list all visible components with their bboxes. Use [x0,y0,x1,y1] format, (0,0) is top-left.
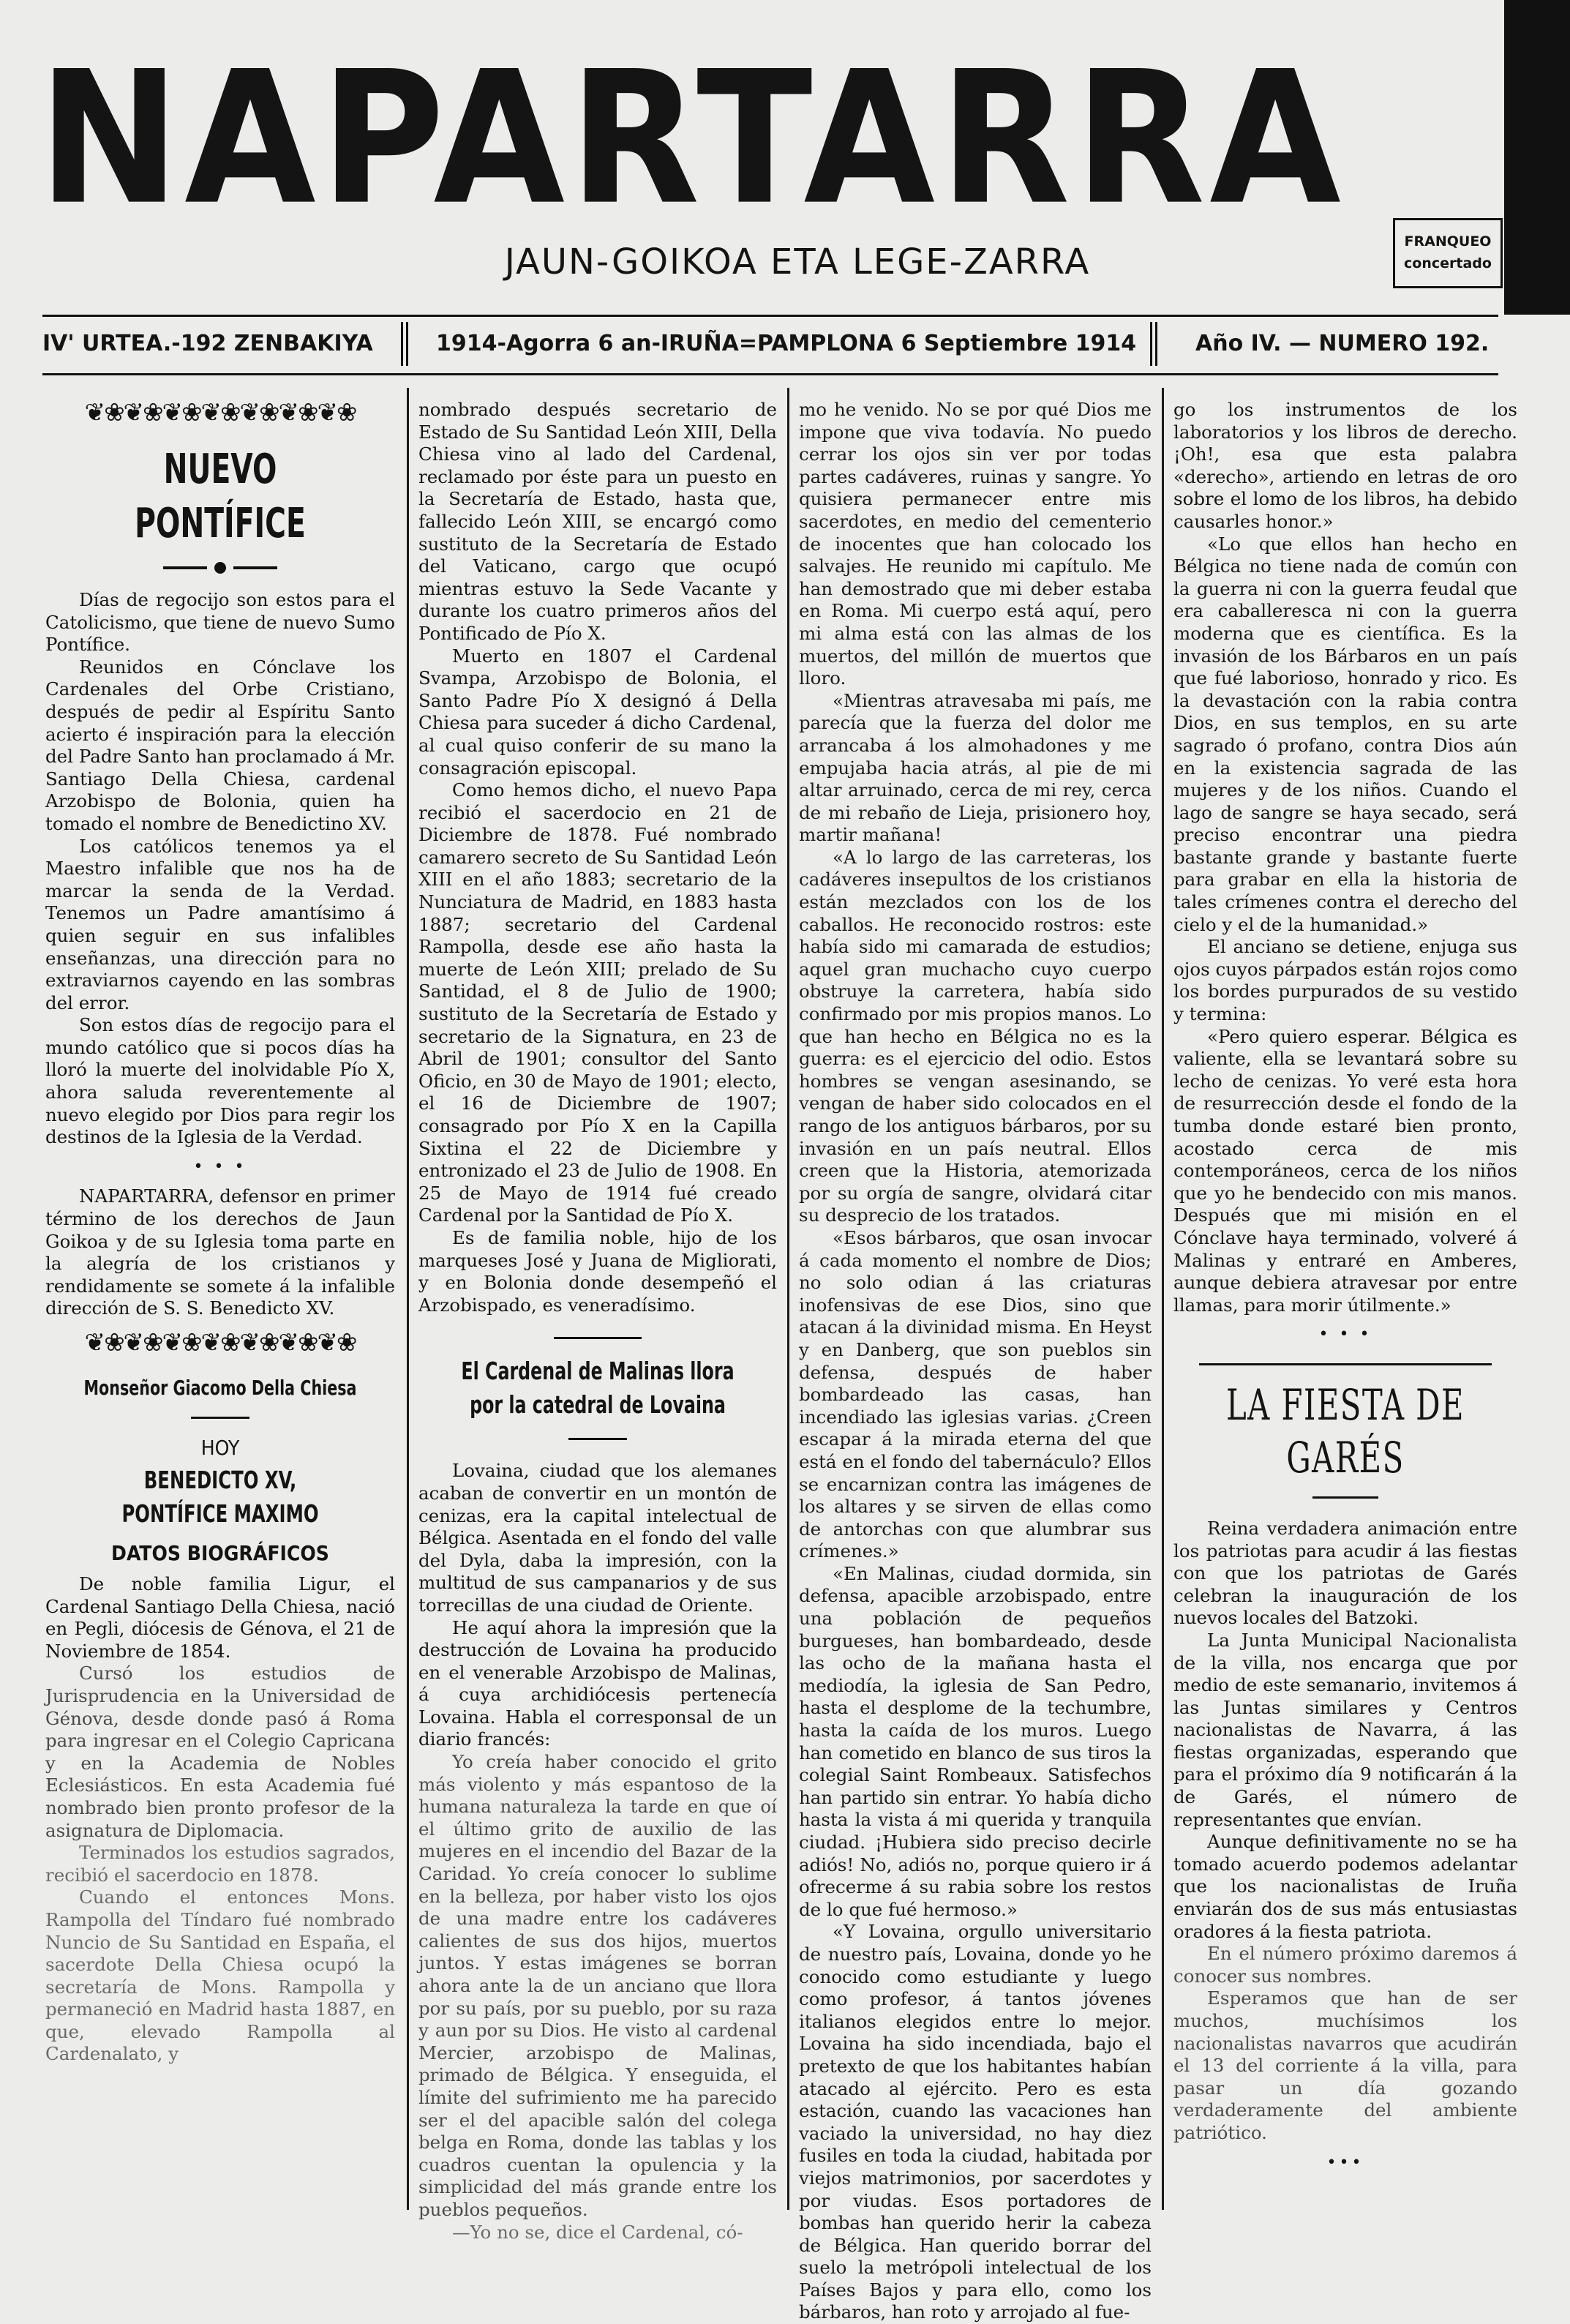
dots-ornament: • • • [193,1157,247,1176]
article-title-nuevo-pontifice: NUEVO PONTÍFICE [135,446,306,547]
paragraph: «Esos bárbaros, que osan invocar á cada momento el nombre de Dios; no solo odian á las criaturas inofensivas de ese Dios, sino que atacan á la divinidad misma. En Heyst y en Danberg, que son pueblos sin defensa, después de haber bombardeado las casas, han incendiado las iglesias varias. ¿Creen escapar á la mirada eterna del que está en el fondo del tabernáculo? Ellos se encarnizan contra las imágenes de los altares y se sirven de ellas como de antorchas con que alumbrar sus crímenes.» [799,1226,1152,1562]
column-4 [1173,399,1517,2206]
paragraph: Los católicos tenemos ya el Maestro infalible que nos ha de marcar la senda de la Verdad. Tenemos un Padre amantísimo á quien seguir en sus infalibles enseñanzas, una dirección para no extraviarnos cayendo en las sombras del error. [45,835,395,1013]
article-title-cardenal-malinas: El Cardenal de Malinas llora por la catedral de Lovaina [461,1357,735,1420]
decorative-border-ornament: ❦❀❦❀❦❀❦❀❦❀❦❀❦❀ [84,398,356,427]
dateline-separator [401,322,408,366]
paragraph: Cursó los estudios de Jurisprudencia en la Universidad de Génova, desde donde pasó á Roma para ingresar en el Colegio Capricana y en la Academia de Nobles Eclesiásticos. En esta Academia fué nombrado bien pronto profesor de la asignatura de Diplomacia. [45,1663,395,1841]
subheading-monsenor: Monseñor Giacomo Della Chiesa [83,1376,357,1400]
paragraph: «En Malinas, ciudad dormida, sin defensa, apacible arzobispado, entre una población de pequeños burgueses, han bombardeado, desde las ocho de la mañana hasta el mediodía, la iglesia de San Pedro, hasta el desplome de la techumbre, hasta la caída de los muros. Luego han cometido en blanco de sus tiros la colegial Saint Rombeaux. Satisfechos han partido sin entrar. Yo había dicho hasta la vista á mi querida y tranquila ciudad. ¡Hubiera sido preciso decirle adiós! No, adiós no, porque quiero ir á ofrecerme á su rabia sobre los restos de lo que fué hermoso.» [799,1562,1152,1920]
paragraph: Es de familia noble, hijo de los marqueses José y Juana de Migliorati, y en Bolonia donde desempeñó el Arzobispado, es veneradísimo. [418,1226,777,1316]
paragraph: Reina verdadera animación entre los patriotas para acudir á las fiestas con que los patriotas de Garés celebran la inauguración de los nuevos locales del Batzoki. [1173,1517,1517,1629]
paragraph: La Junta Municipal Nacionalista de la villa, nos encarga que por medio de este semanario, invitemos á las Juntas similares y Centros nacionalistas de Navarra, á las fiestas organizadas, esperando que para el próximo día 9 notificarán á la de Garés, el número de representantes que envían. [1173,1629,1517,1830]
decorative-border-ornament: ❦❀❦❀❦❀❦❀❦❀❦❀❦❀ [84,1328,356,1357]
paragraph: «Mientras atravesaba mi país, me parecía que la fuerza del dolor me arrancaba á los almohadones y me empujaba hacia atrás, al pie de mi altar arruinado, cerca de mi rey, cerca de mi rebaño de Lieja, prisionero hoy, martir mañana! [799,689,1152,846]
franqueo-stamp [1393,218,1503,288]
dateline-issue-basque: IV' URTEA.-192 ZENBAKIYA [42,331,373,356]
paragraph: De noble familia Ligur, el Cardenal Santiago Della Chiesa, nació en Pegli, diócesis de Génova, el 21 de Noviembre de 1854. [45,1573,395,1662]
paragraph: Muerto en 1807 el Cardenal Svampa, Arzobispo de Bolonia, el Santo Padre Pío X designó á Della Chiesa para suceder á dicho Cardenal, al cual quiso conferir de su mano la consagración episcopal. [418,645,777,779]
divider-ornament [418,1327,777,1349]
paragraph: Como hemos dicho, el nuevo Papa recibió el sacerdocio en 21 de Diciembre de 1878. Fué nombrado camarero secreto de Su Santidad León XIII en el año 1883; secretario de la Nunciatura de Madrid, en 1883 hasta 1887; secretario del Cardenal Rampolla, desde ese año hasta la muerte de León XIII; prelado de Su Santidad, el 8 de Julio de 1900; sustituto de la Secretaría de Estado y secretario de la Signatura, en 23 de Abril de 1901; consultor del Santo Oficio, en 30 de Mayo de 1901; electo, el 16 de Diciembre de 1907; consagrado por Pío X en la Capilla Sixtina el 22 de Diciembre y entronizado el 23 de Julio de 1908. En 25 de Mayo de 1914 fué creado Cardenal por la Santidad de Pío X. [418,779,777,1226]
column-rule [407,388,409,2210]
paragraph: Cuando el entonces Mons. Rampolla del Tíndaro fué nombrado Nuncio de Su Santidad en España, el sacerdote Della Chiesa ocupó la secretaría de Mons. Rampolla y permaneció en Madrid hasta 1887, en que, elevado Rampolla al Cardenalato, y [45,1886,395,2065]
article-title-fiesta-gares: LA FIESTA DE GARÉS [1226,1379,1465,1483]
subheading-hoy: HOY [200,1436,240,1460]
newspaper-motto: JAUN-GOIKOA ETA LEGE-ZARRA [504,241,1091,282]
subheading-pontifice-maximo: PONTÍFICE MAXIMO [121,1499,319,1528]
franqueo-line1: FRANQUEO [1404,233,1492,250]
dateline-separator [1150,322,1157,366]
dateline-date: 1914-Agorra 6 an-IRUÑA=PAMPLONA 6 Septiembre 1914 [436,331,1137,356]
paragraph: Son estos días de regocijo para el mundo católico que si pocos días ha lloró la muerte del inolvidable Pío X, ahora saluda reverentemente al nuevo elegido por Dios para regir los destinos de la Iglesia de la Verdad. [45,1014,395,1148]
divider-ornament [1173,1354,1517,1376]
divider-ornament [45,557,395,579]
column-rule [1162,388,1164,2210]
newspaper-title: NAPARTARRA [38,31,1345,246]
paragraph: nombrado después secretario de Estado de Su Santidad León XIII, Della Chiesa vino al lado del Cardenal, reclamado por éste para un puesto en la Secretaría de Estado, hasta que, fallecido León XIII, se encargó como sustituto de la Secretaría de Estado del Vaticano, cargo que ocupó mientras estuvo la Sede Vacante y durante los cuatro primeros años del Pontificado de Pío X. [418,399,777,644]
paragraph: «A lo largo de las carreteras, los cadáveres insepultos de los cristianos están mezclados con los de los caballos. He reconocido rostros: este había sido mi camarada de estudios; aquel gran muchacho cuyo cuerpo obstruye la carretera, había sido confirmado por mis propios manos. Lo que han hecho en Bélgica no es la guerra: es el ejercicio del odio. Estos hombres se vengan asesinando, se vengan de haber sido colocados en el rango de los antiguos bárbaros, por su invasión en un país neutral. Ellos creen que la Historia, atemorizada por su orgía de sangre, olvidará citar su desprecio de los tratados. [799,846,1152,1226]
subheading-datos-biograficos: DATOS BIOGRÁFICOS [111,1541,329,1565]
paragraph: «Y Lovaina, orgullo universitario de nuestro país, Lovaina, donde yo he conocido como estudiante y luego como profesor, á tantos jóvenes italianos elegidos entre lo mejor. Lovaina ha sido incendiada, bajo el pretexto de que los habitantes habían atacado al ejército. Pero es esta estación, cuando las vacaciones han vaciado la universidad, no hay diez fusiles en toda la ciudad, habitada por viejos matrimonios, por sacerdotes y por viudas. Esos portadores de bombas han querido herir la cabeza de Bélgica. Han querido borrar del suelo la metrópoli intelectual de los Países Bajos y para ello, como los bárbaros, han roto y arrojado al fue- [799,1921,1152,2323]
dots-ornament: • • • [1318,1325,1372,1344]
paragraph: go los instrumentos de los laboratorios y los libros de derecho. ¡Oh!, esa que esta palabra «derecho», artiendo en letras de oro sobre el lomo de los libros, ha debido causarles honor.» [1173,399,1517,532]
paragraph: —Yo no se, dice el Cardenal, có- [452,2221,743,2243]
paragraph: Lovaina, ciudad que los alemanes acaban de convertir en un montón de cenizas, era la capital intelectual de Bélgica. Asentada en el fondo del valle del Dyla, daba la impresión, con la multitud de sus campanarios y de sus torrecillas de una ciudad de Oriente. [418,1460,777,1616]
paragraph: mo he venido. No se por qué Dios me impone que viva todavía. No puedo cerrar los ojos sin ver por todas partes cadáveres, ruinas y sangre. Yo quisiera permanecer entre mis sacerdotes, en medio del cementerio de inocentes que han colocado los salvajes. He reunido mi capítulo. Me han demostrado que mi deber estaba en Roma. Mi cuerpo está aquí, pero mi alma está con las almas de los muertos, del millón de muertos que lloro. [799,399,1152,689]
dots-ornament: ••• [1326,2153,1364,2172]
paragraph: Terminados los estudios sagrados, recibió el sacerdocio en 1878. [45,1842,395,1886]
divider-ornament [45,1406,395,1428]
franqueo-line2: concertado [1404,255,1492,271]
paragraph: Días de regocijo son estos para el Catolicismo, que tiene de nuevo Sumo Pontífice. [45,589,395,656]
column-1 [45,399,395,2206]
masthead-rule-bottom [42,373,1498,375]
paragraph: «Pero quiero esperar. Bélgica es valiente, ella se levantará sobre su lecho de cenizas. Yo veré esta hora de resurrección desde el fondo de la tumba donde estaré bien pronto, acostado cerca de mis contemporáneos, cerca de los niños que yo he bendecido con mis manos. Después que mi misión en el Cónclave haya terminado, volveré á Malinas y entraré en Amberes, aunque debiera atravesar por entre llamas, para morir útilmente.» [1173,1025,1517,1316]
paragraph: Reunidos en Cónclave los Cardenales del Orbe Cristiano, después de pedir al Espíritu Santo acierto é inspiración para la elección del Padre Santo han proclamado á Mr. Santiago Della Chiesa, cardenal Arzobispo de Bolonia, quien ha tomado el nombre de Benedictino XV. [45,656,395,834]
subheading-benedicto: BENEDICTO XV, [143,1466,297,1494]
scan-edge-strip [1504,0,1570,315]
dateline-issue-spanish: Año IV. — NUMERO 192. [1195,331,1490,356]
paragraph: NAPARTARRA, defensor en primer término de los derechos de Jaun Goikoa y de su Iglesia toma parte en la alegría de los cristianos y rendidamente se somete á la infalible dirección de S. S. Benedicto XV. [45,1185,395,1319]
paragraph: Esperamos que han de ser muchos, muchísimos los nacionalistas navarros que acudirán el 13 del corriente á la villa, para pasar un día gozando verdaderamente del ambiente patriótico. [1173,1987,1517,2143]
column-3 [799,399,1152,2323]
masthead-rule-top [42,315,1498,317]
divider-ornament [1173,1487,1517,1509]
paragraph: Aunque definitivamente no se ha tomado acuerdo podemos adelantar que los nacionalistas de Iruña enviarán dos de sus más entusiastas oradores á la fiesta patriota. [1173,1831,1517,1942]
paragraph: El anciano se detiene, enjuga sus ojos cuyos párpados están rojos como los bordes purpurados de su vestido y termina: [1173,936,1517,1025]
column-2 [418,399,777,2243]
column-rule [787,388,789,2210]
paragraph: He aquí ahora la impresión que la destrucción de Lovaina ha producido en el venerable Arzobispo de Malinas, á cuya archidiócesis pertenecía Lovaina. Habla el corresponsal de un diario francés: [418,1616,777,1750]
paragraph: Yo creía haber conocido el grito más violento y más espantoso de la humana naturaleza la tarde en que oí el último grito de auxilio de las mujeres en el incendio del Bazar de la Caridad. Yo creía conocer lo sublime en la belleza, por haber visto los ojos de una madre entre los cadáveres calientes de sus dos hijos, muertos juntos. Y estas imágenes se borran ahora ante la de un anciano que llora por su país, por su pueblo, por su raza y aun por su Dios. He visto al cardenal Mercier, arzobispo de Malinas, primado de Bélgica. Y enseguida, el límite del sufrimiento me ha parecido ser el del apacible salón del colega belga en Roma, donde las tablas y los cuadros cuentan la opulencia y la simplicidad del más grande entre los pueblos pequeños. [418,1751,777,2220]
paragraph: «Lo que ellos han hecho en Bélgica no tiene nada de común con la guerra ni con la guerra feudal que era caballeresca ni con la guerra moderna que es científica. Es la invasión de los Bárbaros en un país que fué laborioso, honrado y rico. Es la devastación con la rabia contra Dios, en sus templos, en su arte sagrado ó profano, contra Dios aún en la existencia sagrada de las mujeres y de los niños. Cuando el lago de sangre se haya secado, será preciso encontrar una piedra bastante grande y bastante fuerte para grabar en ella la historia de tales crímenes contra el derecho del cielo y el de la humanidad.» [1173,533,1517,935]
divider-ornament [418,1428,777,1450]
paragraph: En el número próximo daremos á conocer sus nombres. [1173,1943,1517,1987]
